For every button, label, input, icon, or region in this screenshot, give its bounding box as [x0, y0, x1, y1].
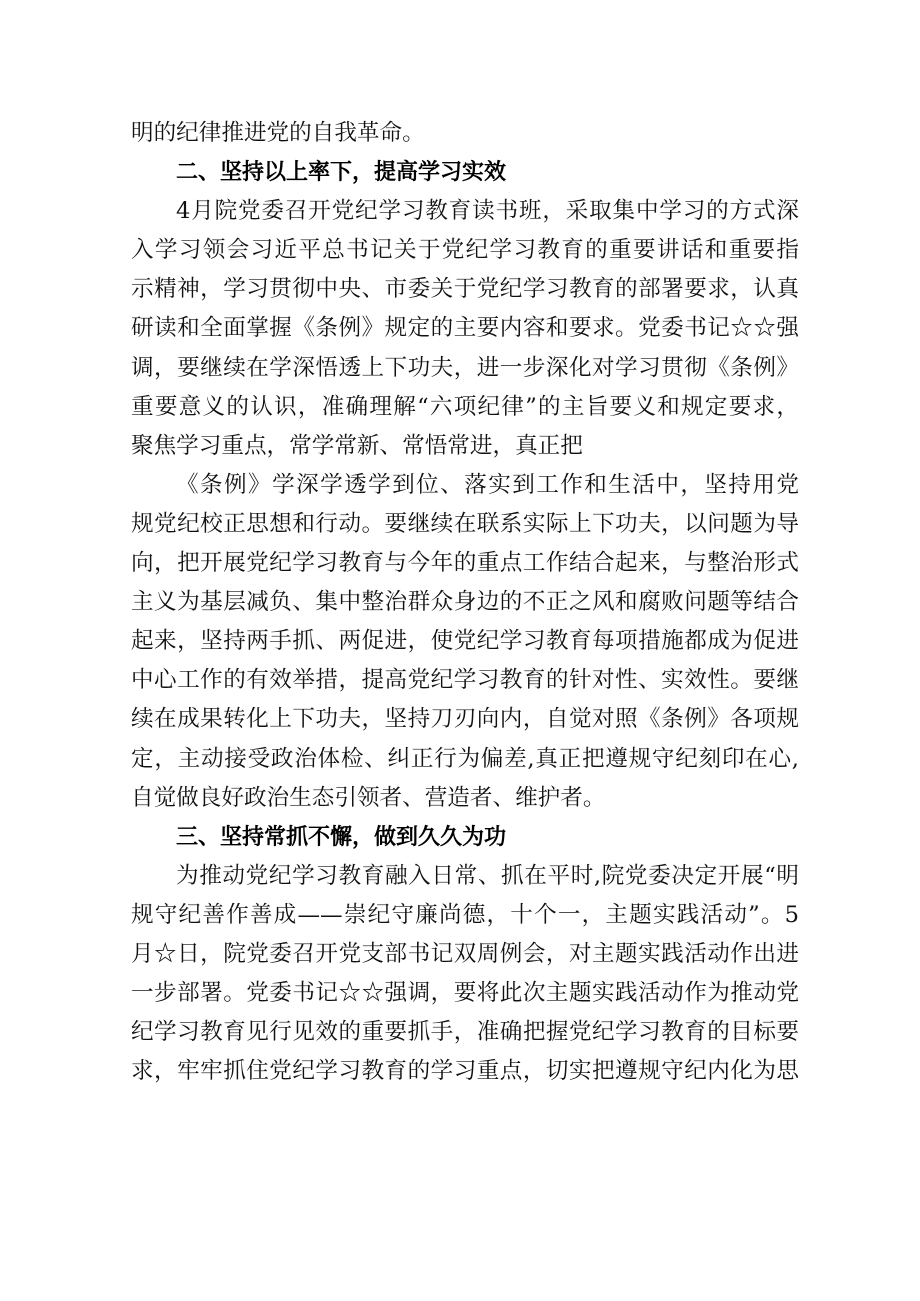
paragraph-line: 主义为基层减负、集中整治群众身边的不正之风和腐败问题等结合: [131, 589, 799, 616]
paragraph-line: 明的纪律推进党的自我革命。: [131, 120, 425, 146]
paragraph-line: 向，把开展党纪学习教育与今年的重点工作结合起来，与整治形式: [131, 550, 799, 577]
paragraph-line: 聚焦学习重点，常学常新、常悟常进，真正把: [131, 432, 583, 459]
paragraph-line: 调，要继续在学深悟透上下功夫，进一步深化对学习贯彻《条例》: [131, 354, 799, 381]
paragraph-line: 自觉做良好政治生态引领者、营造者、维护者。: [131, 784, 606, 811]
paragraph-line: 研读和全面掌握《条例》规定的主要内容和要求。党委书记☆☆强: [131, 315, 799, 342]
paragraph-line: 中心工作的有效举措，提高党纪学习教育的针对性、实效性。要继: [131, 667, 799, 694]
paragraph-line: 4月院党委召开党纪学习教育读书班，采取集中学习的方式深: [176, 198, 799, 225]
paragraph-line: 续在成果转化上下功夫，坚持刀刃向内，自觉对照《条例》各项规: [131, 706, 799, 733]
section-heading-3: 三、坚持常抓不懈，做到久久为功: [176, 824, 507, 850]
paragraph-line: 规党纪校正思想和行动。要继续在联系实际上下功夫，以问题为导: [131, 510, 799, 537]
paragraph-line: 入学习领会习近平总书记关于党纪学习教育的重要讲话和重要指: [131, 237, 799, 264]
paragraph-line: 定，主动接受政治体检、纠正行为偏差,真正把遵规守纪刻印在心,: [131, 745, 799, 772]
paragraph-line: 纪学习教育见行见效的重要抓手，准确把握党纪学习教育的目标要: [131, 1019, 799, 1046]
paragraph-line: 规守纪善作善成——崇纪守廉尚德，十个一，主题实践活动”。5: [131, 901, 799, 928]
paragraph-line: 为推动党纪学习教育融入日常、抓在平时,院党委决定开展“明: [176, 862, 799, 889]
paragraph-line: 重要意义的认识，准确理解“六项纪律”的主旨要义和规定要求，: [131, 393, 799, 420]
paragraph-line: 《条例》学深学透学到位、落实到工作和生活中，坚持用党: [176, 471, 799, 498]
document-body: [131, 114, 799, 1091]
paragraph-line: 月☆日，院党委召开党支部书记双周例会，对主题实践活动作出进: [131, 940, 799, 967]
paragraph-line: 起来，坚持两手抓、两促进，使党纪学习教育每项措施都成为促进: [131, 628, 799, 655]
paragraph-line: 一步部署。党委书记☆☆强调，要将此次主题实践活动作为推动党: [131, 980, 799, 1007]
paragraph-line: 求，牢牢抓住党纪学习教育的学习重点，切实把遵规守纪内化为思: [131, 1058, 799, 1085]
section-heading-2: 二、坚持以上率下，提高学习实效: [176, 160, 507, 186]
paragraph-line: 示精神，学习贯彻中央、市委关于党纪学习教育的部署要求，认真: [131, 276, 799, 303]
